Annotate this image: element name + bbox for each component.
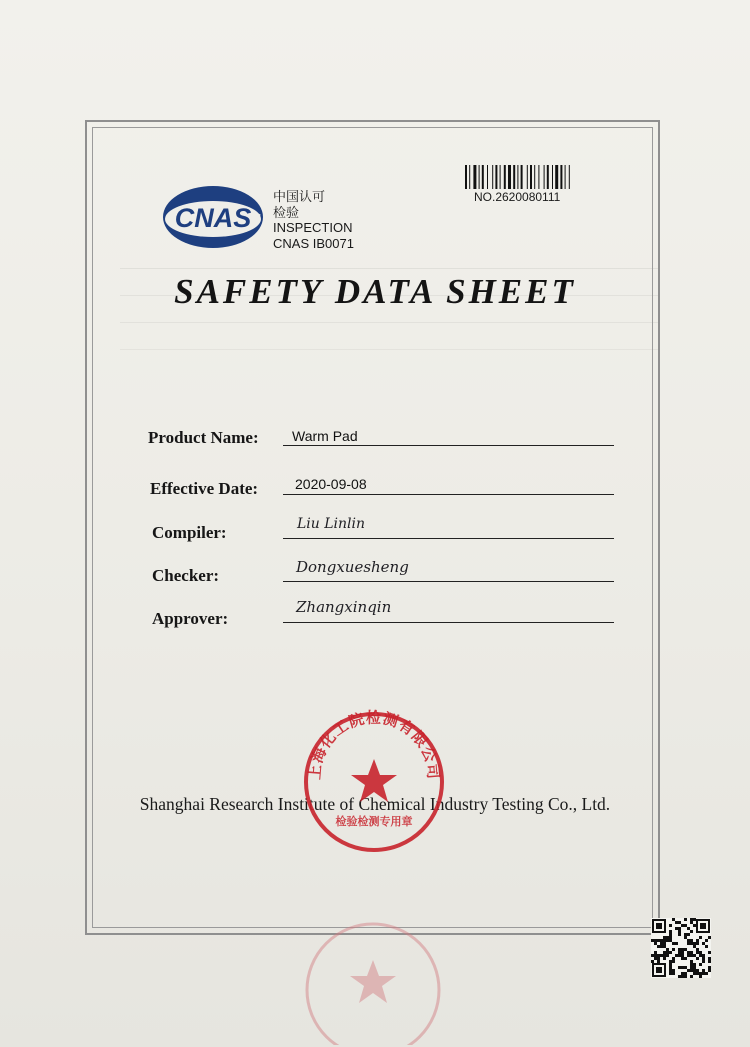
document-title: SAFETY DATA SHEET <box>174 272 576 311</box>
cnas-number: CNAS IB0071 <box>273 236 354 251</box>
official-seal-icon <box>299 707 449 857</box>
institute-name: Shanghai Research Institute of Chemical Industry Testing Co., Ltd. <box>139 794 611 814</box>
cnas-cn-line2: 检验 <box>273 205 300 220</box>
compiler-line <box>283 538 614 539</box>
cnas-certification <box>160 182 390 252</box>
compiler-label: Compiler: <box>152 523 227 542</box>
approver-label: Approver: <box>152 609 229 628</box>
cnas-logo-text: CNAS <box>174 203 252 233</box>
barcode-number: NO.2620080111 <box>474 190 561 204</box>
cnas-inspection: INSPECTION <box>273 220 353 235</box>
faint-seal-icon <box>298 915 448 1045</box>
product-name-label: Product Name: <box>148 428 259 447</box>
checker-signature: Dongxuesheng <box>296 558 409 576</box>
cnas-cn-line1: 中国认可 <box>273 189 326 204</box>
barcode-icon <box>463 165 603 189</box>
qr-code-icon <box>651 918 711 978</box>
approver-line <box>283 622 614 623</box>
product-name-line <box>283 445 614 446</box>
effective-date-label: Effective Date: <box>150 479 259 498</box>
checker-line <box>283 581 614 582</box>
seal-subtext: 检验检测专用章 <box>335 815 413 828</box>
checker-label: Checker: <box>152 566 220 585</box>
seal-ring-text: 上海化工院检测有限公司 <box>305 708 443 781</box>
effective-date-value: 2020-09-08 <box>295 476 367 492</box>
product-name-value: Warm Pad <box>292 428 358 444</box>
cnas-logo-icon <box>160 182 270 252</box>
effective-date-line <box>283 494 614 495</box>
approver-signature: Zhangxinqin <box>296 598 392 616</box>
compiler-signature: Liu Linlin <box>297 516 366 532</box>
